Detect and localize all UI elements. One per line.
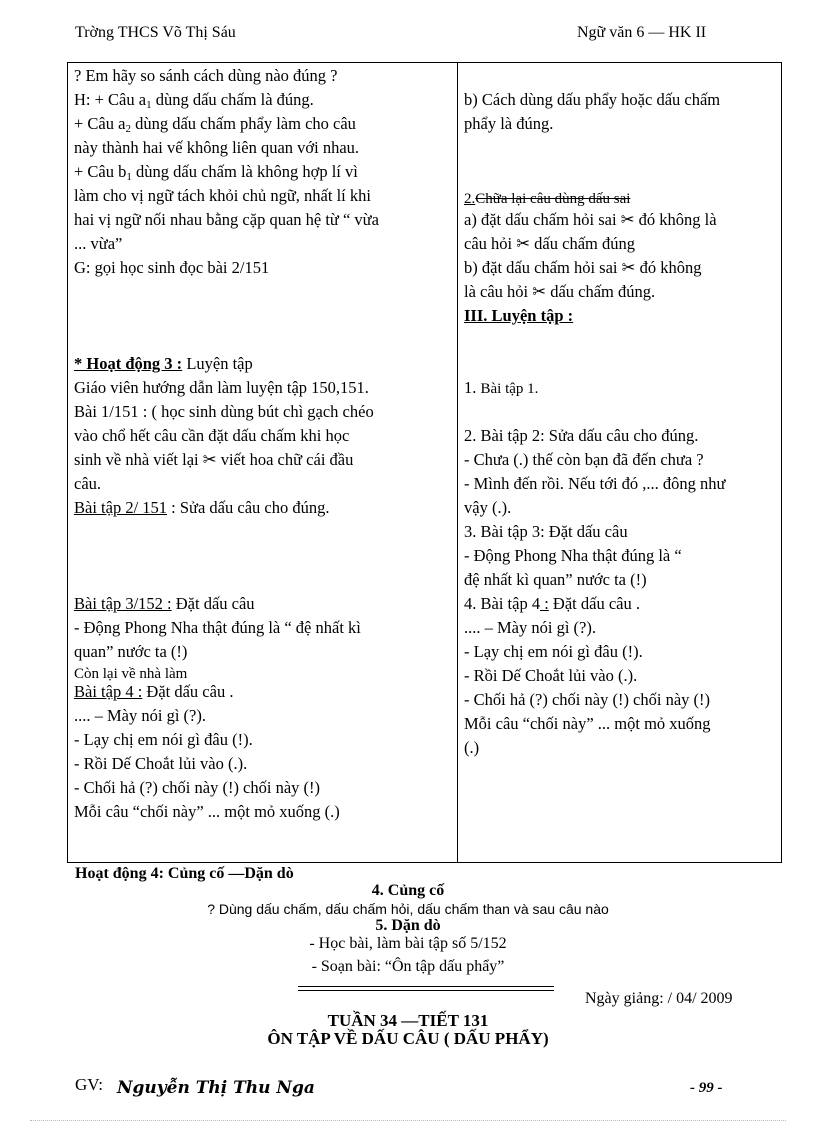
right-column bbox=[458, 63, 782, 863]
left-line-7: hai vị ngữ nối nhau bằng cặp quan hệ từ “ vừa bbox=[74, 210, 379, 229]
left-line-9: G: gọi học sinh đọc bài 2/151 bbox=[74, 258, 270, 277]
right-line-4: a) đặt dấu chấm hỏi sai ✂ đó không là bbox=[464, 210, 717, 229]
left-column bbox=[68, 63, 458, 863]
left-line-4: này thành hai vế không liên quan với nhau. bbox=[74, 138, 360, 157]
homework-line-2: - Soạn bài: “Ôn tập dấu phẩy” bbox=[311, 958, 505, 975]
divider-line-2 bbox=[298, 990, 554, 991]
teacher-name: Nguyễn Thị Thu Nga bbox=[117, 1078, 315, 1098]
right-line-2: phẩy là đúng. bbox=[464, 114, 554, 133]
left-line-20: Còn lại về nhà làm bbox=[74, 666, 188, 682]
right-line-18: .... – Mày nói gì (?). bbox=[464, 618, 596, 637]
right-line-13: vậy (.). bbox=[464, 498, 512, 517]
left-line-23: - Lạy chị em nói gì đâu (!). bbox=[74, 730, 253, 749]
practice-heading: III. Luyện tập : bbox=[464, 306, 574, 325]
left-line-13: vào chổ hết câu cần đặt dấu chấm khi học bbox=[74, 426, 350, 445]
left-line-3: + Câu $a_2$ dùng dấu chấm phẩy làm cho câu bbox=[74, 114, 356, 135]
right-line-11: - Chưa (.) thế còn bạn đã đến chưa ? bbox=[464, 450, 704, 469]
right-line-17: 4. Bài tập 4 : Đặt dấu câu . bbox=[464, 594, 640, 613]
left-line-14: sinh về nhà viết lại ✂ viết hoa chữ cái đầu bbox=[74, 450, 354, 469]
right-line-19: - Lạy chị em nói gì đâu (!). bbox=[464, 642, 643, 661]
gv-label: GV: bbox=[75, 1075, 104, 1094]
left-line-6: làm cho vị ngữ tách khỏi chủ ngữ, nhất lí khi bbox=[74, 186, 371, 205]
left-line-8: ... vừa” bbox=[74, 234, 123, 253]
teaching-date: Ngày giảng: / 04/ 2009 bbox=[585, 990, 733, 1007]
right-line-5: câu hỏi ✂ dấu chấm đúng bbox=[464, 234, 635, 253]
right-line-10: 2. Bài tập 2: Sửa dấu câu cho đúng. bbox=[464, 426, 699, 445]
left-line-15: câu. bbox=[74, 474, 102, 493]
left-line-24: - Rồi Dế Choắt lủi vào (.). bbox=[74, 754, 248, 773]
right-line-3: 2.Chữa lại câu dùng dấu sai bbox=[464, 191, 631, 207]
right-line-6: b) đặt dấu chấm hỏi sai ✂ đó không bbox=[464, 258, 702, 277]
lesson-table bbox=[67, 62, 782, 863]
page-number: - 99 - bbox=[690, 1080, 723, 1096]
homework-line-1: - Học bài, làm bài tập số 5/152 bbox=[309, 935, 507, 952]
activity-3-heading: * Hoạt động 3 : Luyện tập bbox=[74, 354, 253, 373]
right-line-16: đệ nhất kì quan” nước ta (!) bbox=[464, 570, 647, 589]
right-line-9: 1. Bài tập 1. bbox=[464, 378, 539, 397]
left-line-1: ? Em hãy so sánh cách dùng nào đúng ? bbox=[74, 66, 338, 85]
divider-line-1 bbox=[298, 986, 554, 987]
page-bottom-rule bbox=[30, 1120, 786, 1121]
left-line-12: Bài 1/151 : ( học sinh dùng bút chì gạch chéo bbox=[74, 402, 374, 421]
right-line-15: - Động Phong Nha thật đúng là “ bbox=[464, 546, 682, 565]
left-line-26: Mỗi câu “chối này” ... một mỏ xuống (.) bbox=[74, 802, 340, 821]
right-line-20: - Rồi Dế Choắt lủi vào (.). bbox=[464, 666, 638, 685]
week-lesson: TUẦN 34 —TIẾT 131 bbox=[327, 1011, 489, 1030]
left-line-11: Giáo viên hướng dẫn làm luyện tập 150,151. bbox=[74, 378, 369, 397]
exercise-2-heading: Bài tập 2/ 151 : Sửa dấu câu cho đúng. bbox=[74, 498, 330, 517]
lesson-title: ÔN TẬP VỀ DẤU CÂU ( DẤU PHẨY) bbox=[267, 1029, 549, 1048]
homework-title: 5. Dặn dò bbox=[375, 917, 441, 934]
right-line-14: 3. Bài tập 3: Đặt dấu câu bbox=[464, 522, 628, 541]
left-line-5: + Câu $b_1$ dùng dấu chấm là không hợp lí vì bbox=[74, 162, 358, 183]
left-line-25: - Chối hả (?) chối này (!) chối này (!) bbox=[74, 778, 321, 797]
right-line-12: - Mình đến rồi. Nếu tới đó ,... đông như bbox=[464, 474, 726, 493]
right-line-7: là câu hỏi ✂ dấu chấm đúng. bbox=[464, 282, 656, 301]
right-line-1: b) Cách dùng dấu phẩy hoặc dấu chấm bbox=[464, 90, 721, 109]
right-line-21: - Chối hả (?) chối này (!) chối này (!) bbox=[464, 690, 711, 709]
school-name: Trờng THCS Võ Thị Sáu bbox=[75, 24, 236, 41]
consolidation-title: 4. Củng cố bbox=[371, 882, 445, 899]
right-line-23: (.) bbox=[464, 738, 480, 757]
exercise-3-heading: Bài tập 3/152 : Đặt dấu câu bbox=[74, 594, 255, 613]
subject-label: Ngữ văn 6 — HK II bbox=[577, 24, 707, 41]
right-line-22: Mỗi câu “chối này” ... một mỏ xuống bbox=[464, 714, 711, 733]
activity-4-heading: Hoạt động 4: Củng cố —Dặn dò bbox=[75, 865, 294, 882]
left-line-18: - Động Phong Nha thật đúng là “ đệ nhất kì bbox=[74, 618, 361, 637]
left-line-22: .... – Mày nói gì (?). bbox=[74, 706, 206, 725]
exercise-4-heading: Bài tập 4 : Đặt dấu câu . bbox=[74, 682, 234, 701]
left-line-2: H: + Câu $a_1$ dùng dấu chấm là đúng. bbox=[74, 90, 314, 111]
left-line-19: quan” nước ta (!) bbox=[74, 642, 188, 661]
consolidation-text: ? Dùng dấu chấm, dấu chấm hỏi, dấu chấm than và sau câu nào bbox=[207, 901, 609, 917]
